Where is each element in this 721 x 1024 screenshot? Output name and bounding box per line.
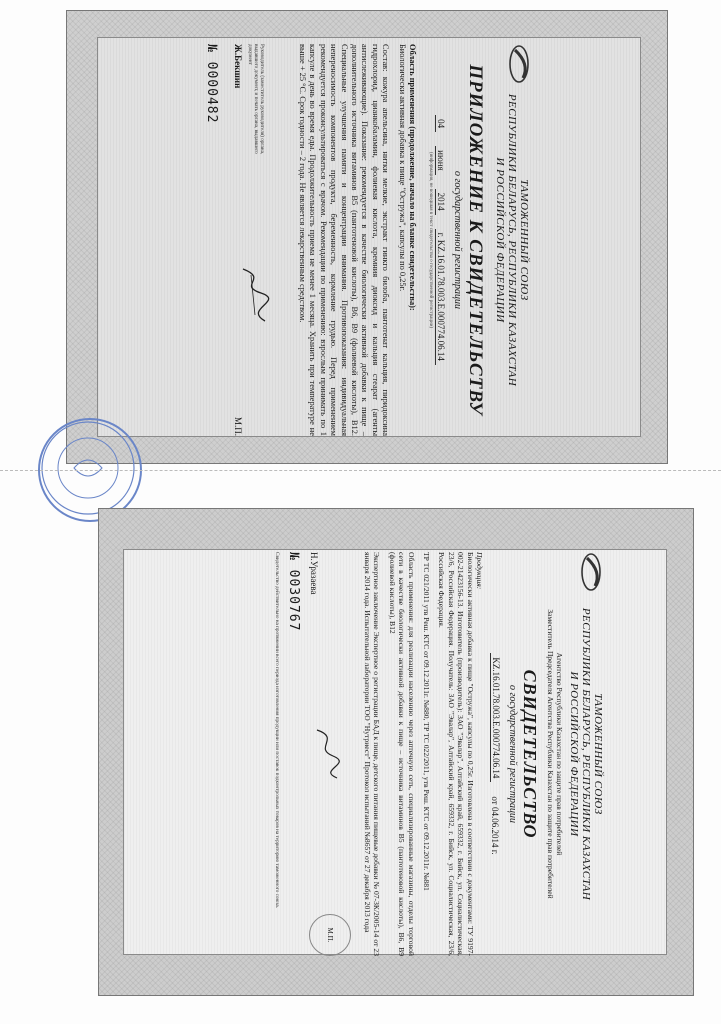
certificate-footer: Свидетельство действительно на протяжении всего периода изготовления продукции или поставок подконтрольных товаров на территорию таможенного союза.	[273, 552, 280, 909]
certificate-seal-icon	[309, 914, 351, 956]
certificate-date: от 04.06.2014 г.	[490, 796, 500, 855]
certificate-mp: М.П.	[325, 927, 334, 943]
certificate-header-line-1: ТАМОЖЕННЫЙ СОЮЗ	[592, 693, 604, 815]
customs-union-logo-icon	[506, 44, 532, 84]
appendix-reg-number: г. KZ.16.01.78.003.Е.000774.06.14	[435, 229, 446, 365]
certificate-number-row	[490, 552, 501, 956]
appendix-header-line-1: ТАМОЖЕННЫЙ СОЮЗ	[518, 179, 530, 301]
appendix-header-line-2: РЕСПУБЛИКИ БЕЛАРУСЬ, РЕСПУБЛИКИ КАЗАХСТАН	[506, 93, 518, 387]
certificate-serial-number: № 0030767	[285, 552, 301, 632]
appendix-mp: М.П.	[232, 416, 243, 436]
certificate-usage-text: Область применения: для реализации населению через аптечную сеть, специализированные магазины, отделы торговой сети в качестве биологически активной добавки к пище – источника витаминов B5 (пантотеновой кислоты), B6, B9 (фолиевой кислоты), B12	[387, 552, 416, 956]
certificate-signature-icon	[309, 726, 343, 782]
appendix-serial-number: № 0000482	[203, 44, 219, 124]
appendix-field-note: (информация, не вошедшая в текст свидетельства о государственной регистрации)	[428, 151, 433, 329]
certificate-protocol-text: Экспертное заключение Экспертное о регистрации БАД к пище, детского питания пищевые добавки № 07-ЗК/2005-14 от 23 января 2014 года. Испытательной лаборатории ТОО "Нутриест" Протокол испытаний №8657 от 27 декабря 2013 года	[362, 552, 382, 956]
certificate-issuer-line-2: Заместитель Председателя Агентства Республики Казахстан по защите прав потребителей	[546, 609, 555, 899]
appendix-date-year: 2014	[435, 189, 446, 215]
certificate-reg-number: KZ.16.01.78.003.Е.000774.06.14	[490, 653, 501, 782]
appendix-subtitle: о государственной регистрации	[452, 170, 463, 310]
appendix-composition-text: Состав: кожура апельсина, нитки мелкие, экстракт гинкго билоба, пантотенат кальция, пиридоксина гидрохлорид, цианкобаламин, фолиевая кислота, кремния диоксид и кальция стеарат (агенты антислеживающие). Показание: рекомендуется в качестве биологически активной добавки к пище – дополнительного источника витаминов B5 (пантотеновой кислоты), B6, B9 (фолиевой кислоты), B12. Специальные улучшения памяти и концентрации внимания. Противопоказания: индивидуальная непереносимость компонентов продукта, беременность, кормление грудью. Перед применением рекомендуется проконсультироваться с врачом. Рекомендации по применению: взрослым принимать по 1 капсуле в день во время еды. Продолжительность приема не менее 1 месяца. Хранить при температуре не выше + 25 °C. Срок годности – 2 года. Не является лекарственным средством.	[297, 44, 391, 436]
appendix-header-line-3: И РОССИЙСКОЙ ФЕДЕРАЦИИ	[494, 157, 506, 323]
certificate-issuer-line-1: Агентство Республики Казахстан по защите прав потребителей	[555, 652, 564, 856]
certificate-product-label: Продукция:	[475, 552, 484, 590]
appendix-title: ПРИЛОЖЕНИЕ К СВИДЕТЕЛЬСТВУ	[465, 64, 486, 416]
certificate-signatory-name: Н.Уразаева	[308, 552, 319, 595]
appendix-content	[72, 44, 532, 436]
appendix-date-row	[435, 44, 446, 436]
appendix-date-month: июня	[435, 146, 446, 175]
appendix-signatory-note: Руководитель (заместитель руководителя) органа, выдавшего документ, и печать органа, выдавшего документ	[246, 44, 265, 155]
certificate-header-line-2: РЕСПУБЛИКИ БЕЛАРУСЬ, РЕСПУБЛИКИ КАЗАХСТАН	[580, 607, 592, 901]
certificate-content	[124, 552, 604, 956]
certificate-subtitle: о государственной регистрации	[507, 684, 518, 824]
appendix-date-day: 04	[435, 115, 446, 132]
certificate-title: СВИДЕТЕЛЬСТВО	[520, 669, 540, 839]
certificate-product-text: Биологически активная добавка к пище "Остружа", капсулы по 0,25г. Изготовлена в соответствии с документами: ТУ 9197-002-21423156-13. Изготовитель (производитель): ЗАО "Эвалар", Алтайский край, 659332, г. Бийск, ул. Социалистическая, 23/6, Российская Федерация. Получатель: ЗАО "Эвалар", Алтайский край, 659332, г. Бийск, ул. Социалистическая, 23/6, Российская Федерация.	[437, 552, 475, 956]
appendix-signature-icon	[233, 265, 273, 325]
page-divider	[0, 470, 721, 471]
certificate-compliance-text: ТР ТС 021/2011 утв Реш. КТС от 09.12.2011г. №880, ТР ТС 022/2011, утв Реш. КТС от 09.12.2011г. №881	[421, 552, 431, 891]
appendix-scope-label: Область применения (продолжение, начало на бланке свидетельства):	[408, 44, 417, 311]
appendix-signatory-name: Ж.Бекшин	[232, 44, 243, 89]
certificate-header-line-3: И РОССИЙСКОЙ ФЕДЕРАЦИИ	[568, 671, 580, 837]
certificate-logo-icon	[578, 552, 604, 592]
appendix-scope-text: Биологически активная добавка к пище "Остружа", капсулы по 0,25г.	[397, 44, 407, 292]
